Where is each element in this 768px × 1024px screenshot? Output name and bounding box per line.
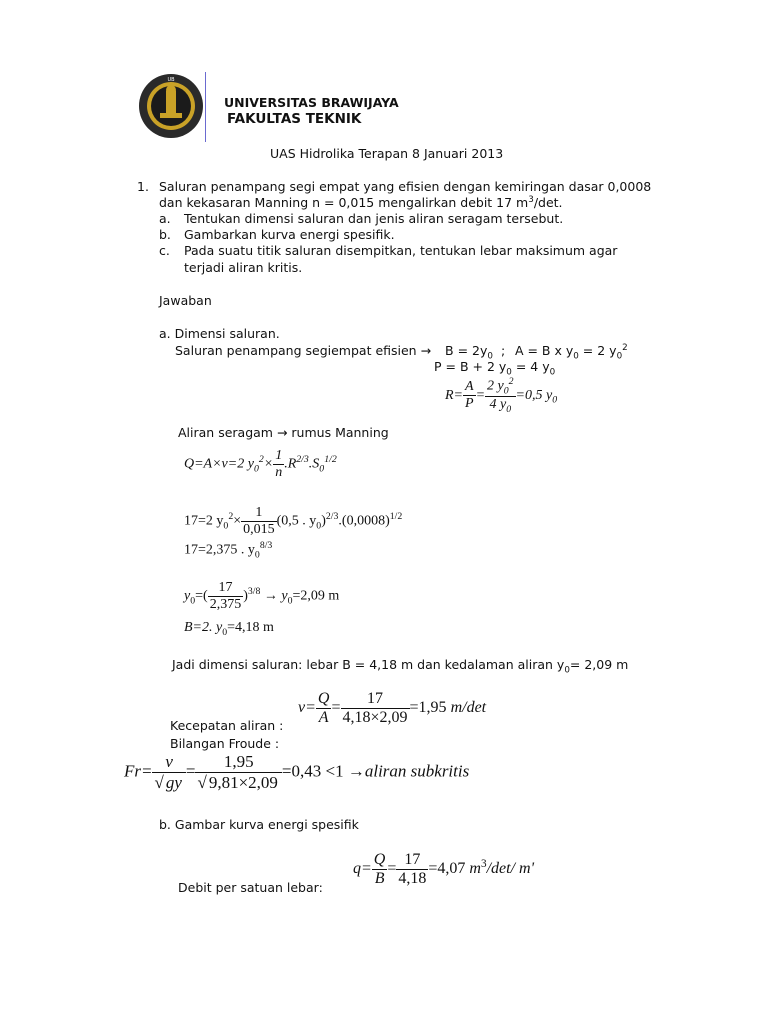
item-c-label: c. <box>159 243 170 258</box>
question-line-2: dan kekasaran Manning n = 0,015 mengalirkan debit 17 $m^3/\det$. <box>159 195 563 211</box>
manning-equation: Q=A×v=2 $y_0^2\times$ $\frac{1}{n}$ $.R^{2/3}.S_0^{1/2}$ <box>184 448 337 480</box>
header-divider <box>205 72 206 142</box>
unit-discharge-label: Debit per satuan lebar: <box>178 880 323 895</box>
froude-label: Bilangan Froude : <box>170 736 280 751</box>
item-a-text: Tentukan dimensi saluran dan jenis aliran seragam tersebut. <box>184 211 564 226</box>
item-b-text: Gambarkan kurva energi spesifik. <box>184 227 395 242</box>
froude-equation: Fr= $\frac{v}{√ gy}$ = $\frac{1,95}{√ 9,81\times 2,09}$ =0,43 <1 →aliran subkritis <box>124 752 470 792</box>
perimeter-equation: P = B + 2 $y_0 = 4$ $y_0$ <box>434 359 556 378</box>
unit-discharge-equation: q= $\frac{Q}{B}$ = $\frac{17}{4,18}$ =4,07 $m^3/\det/$ m' <box>353 851 534 887</box>
answer-heading: Jawaban <box>159 293 212 308</box>
velocity-label: Kecepatan aliran : <box>170 718 284 733</box>
depth-equation: $y_0=$( $\frac{17}{2,375}$ )$^{3/8} \to y_0=2,09$ m <box>184 580 340 612</box>
efficient-section-line: Saluran penampang segiempat efisien → $B = 2y_0$ ; A = B x $y_0 = 2$ $y_0^2$ <box>175 343 628 362</box>
hydraulic-radius-equation: R= $\frac{A}{P}$ = $\frac{2 y_0^2}{4 y_0}$ =0,5 $y_0$ <box>445 376 558 416</box>
svg-text:UB: UB <box>167 77 175 83</box>
item-c-continued: terjadi aliran kritis. <box>184 260 303 275</box>
exam-title: UAS Hidrolika Terapan 8 Januari 2013 <box>270 146 504 161</box>
width-equation: B=2. $y_0=4,18$ m <box>184 620 274 638</box>
item-a-label: a. <box>159 211 171 226</box>
question-line-1: Saluran penampang segi empat yang efisien dengan kemiringan dasar 0,0008 <box>159 179 652 194</box>
question-number: 1. <box>137 179 149 194</box>
simplified-equation: 17=2,375 . $y_0^{8/3}$ <box>184 540 273 561</box>
university-logo <box>138 73 204 139</box>
item-c-text: Pada suatu titik saluran disempitkan, tentukan lebar maksimum agar <box>184 243 618 258</box>
faculty-name: FAKULTAS TEKNIK <box>227 111 362 127</box>
uniform-flow-line: Aliran seragam → rumus Manning <box>178 425 389 440</box>
item-b-label: b. <box>159 227 171 242</box>
substituted-equation: 17=2 $y_0^2\times$ $\frac{1}{0,015}$ (0,5 . $y_0)^{2/3}.(0,0008)^{1/2}$ <box>184 505 403 537</box>
university-name: UNIVERSITAS BRAWIJAYA <box>224 95 399 110</box>
part-a-heading: a. Dimensi saluran. <box>159 326 280 341</box>
university-seal-icon <box>138 73 204 139</box>
dimension-summary: Jadi dimensi saluran: lebar B = 4,18 m dan kedalaman aliran $y_0= 2,09$ m <box>172 657 629 676</box>
part-b-heading: b. Gambar kurva energi spesifik <box>159 817 359 832</box>
velocity-equation: v= $\frac{Q}{A}$ = $\frac{17}{4,18\times 2,09}$ =1,95 m/det <box>298 690 487 726</box>
